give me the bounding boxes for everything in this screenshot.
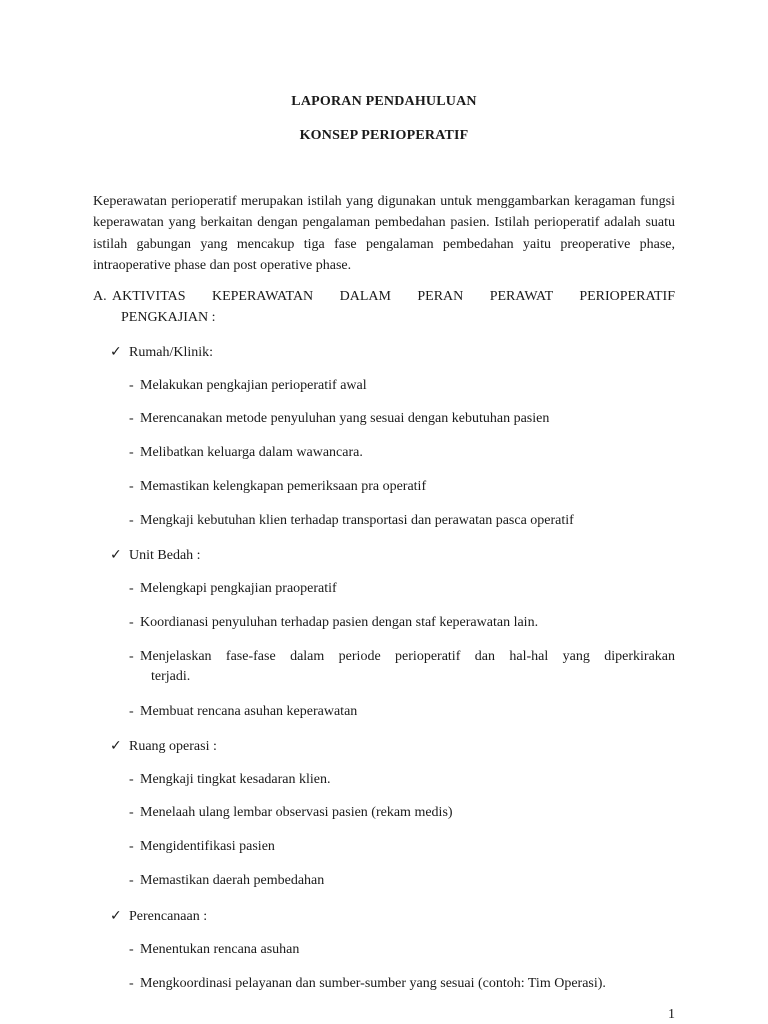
- list-item-text: Mengkaji tingkat kesadaran klien.: [140, 772, 331, 787]
- list-item-text: Melibatkan keluarga dalam wawancara.: [140, 445, 363, 460]
- dash-bullet: -: [129, 445, 134, 460]
- dash-bullet: -: [129, 772, 134, 787]
- list-item: [129, 647, 675, 687]
- dash-bullet: -: [129, 411, 134, 426]
- checkmark-icon: ✓: [110, 738, 122, 754]
- list-item-text: Melengkapi pengkajian praoperatif: [140, 581, 337, 596]
- list-item-continuation: terjadi.: [151, 669, 191, 684]
- list-item-text: Menentukan rencana asuhan: [140, 942, 300, 957]
- dash-bullet: -: [129, 649, 134, 664]
- list-item: [129, 613, 675, 633]
- dash-bullet: -: [129, 942, 134, 957]
- list-item: [129, 376, 675, 396]
- dash-bullet: -: [129, 479, 134, 494]
- list-item-text: Memastikan daerah pembedahan: [140, 873, 325, 888]
- list-item: [129, 871, 675, 891]
- page-title: LAPORAN PENDAHULUAN: [291, 94, 477, 109]
- list-item: [129, 443, 675, 463]
- dash-bullet: -: [129, 976, 134, 991]
- list-item-text: Menelaah ulang lembar observasi pasien (rekam medis): [140, 805, 453, 820]
- dash-bullet: -: [129, 873, 134, 888]
- list-item: [129, 974, 675, 994]
- checkmark-icon: ✓: [110, 908, 122, 924]
- page-subtitle: KONSEP PERIOPERATIF: [299, 128, 469, 143]
- check-item-rumah-klinik: [110, 342, 213, 363]
- dash-bullet: -: [129, 805, 134, 820]
- page-number: 1: [668, 1007, 675, 1022]
- check-item-unit-bedah: [110, 545, 201, 566]
- list-item: [129, 940, 675, 960]
- list-item: [129, 579, 675, 599]
- list-item: [129, 837, 675, 857]
- intro-paragraph: Keperawatan perioperatif merupakan istilah yang digunakan untuk menggambarkan keragaman fungsi keperawatan yang berkaitan dengan pengalaman pembedahan pasien. Istilah perioperatif adalah suatu istilah gabungan yang mencakup tiga fase pengalaman pembedahan yaitu preoperative phase, intraoperative phase dan post operative phase.: [93, 194, 675, 273]
- section-a-heading: [93, 286, 675, 328]
- list-item-text: Mengkaji kebutuhan klien terhadap transportasi dan perawatan pasca operatif: [140, 513, 574, 528]
- dash-bullet: -: [129, 378, 134, 393]
- list-item: [129, 770, 675, 790]
- check-item-label: Rumah/Klinik:: [129, 345, 213, 360]
- list-item: [129, 409, 675, 429]
- list-item-text: Menjelaskan fase-fase dalam periode perioperatif dan hal-hal yang diperkirakan: [140, 649, 675, 664]
- check-item-label: Perencanaan :: [129, 909, 208, 924]
- checkmark-icon: ✓: [110, 344, 122, 360]
- check-item-perencanaan: [110, 906, 207, 927]
- list-item-text: Koordianasi penyuluhan terhadap pasien dengan staf keperawatan lain.: [140, 615, 539, 630]
- dash-bullet: -: [129, 615, 134, 630]
- dash-bullet: -: [129, 513, 134, 528]
- list-item: [129, 803, 675, 823]
- list-item-text: Memastikan kelengkapan pemeriksaan pra operatif: [140, 479, 427, 494]
- section-letter: A.: [93, 289, 107, 304]
- list-item-text: Merencanakan metode penyuluhan yang sesuai dengan kebutuhan pasien: [140, 411, 550, 426]
- list-item: [129, 477, 675, 497]
- list-item-text: Mengidentifikasi pasien: [140, 839, 275, 854]
- list-item-text: Membuat rencana asuhan keperawatan: [140, 704, 358, 719]
- dash-bullet: -: [129, 581, 134, 596]
- list-item: [129, 702, 675, 722]
- dash-bullet: -: [129, 839, 134, 854]
- dash-bullet: -: [129, 704, 134, 719]
- check-item-label: Ruang operasi :: [129, 739, 217, 754]
- checkmark-icon: ✓: [110, 547, 122, 563]
- list-item: [129, 511, 675, 531]
- section-heading-line2: PENGKAJIAN :: [121, 310, 216, 325]
- list-item-text: Melakukan pengkajian perioperatif awal: [140, 378, 367, 393]
- check-item-ruang-operasi: [110, 736, 217, 757]
- list-item-text: Mengkoordinasi pelayanan dan sumber-sumber yang sesuai (contoh: Tim Operasi).: [140, 976, 606, 991]
- section-heading-line1: AKTIVITAS KEPERAWATAN DALAM PERAN PERAWAT PERIOPERATIF: [112, 289, 675, 304]
- check-item-label: Unit Bedah :: [129, 548, 201, 563]
